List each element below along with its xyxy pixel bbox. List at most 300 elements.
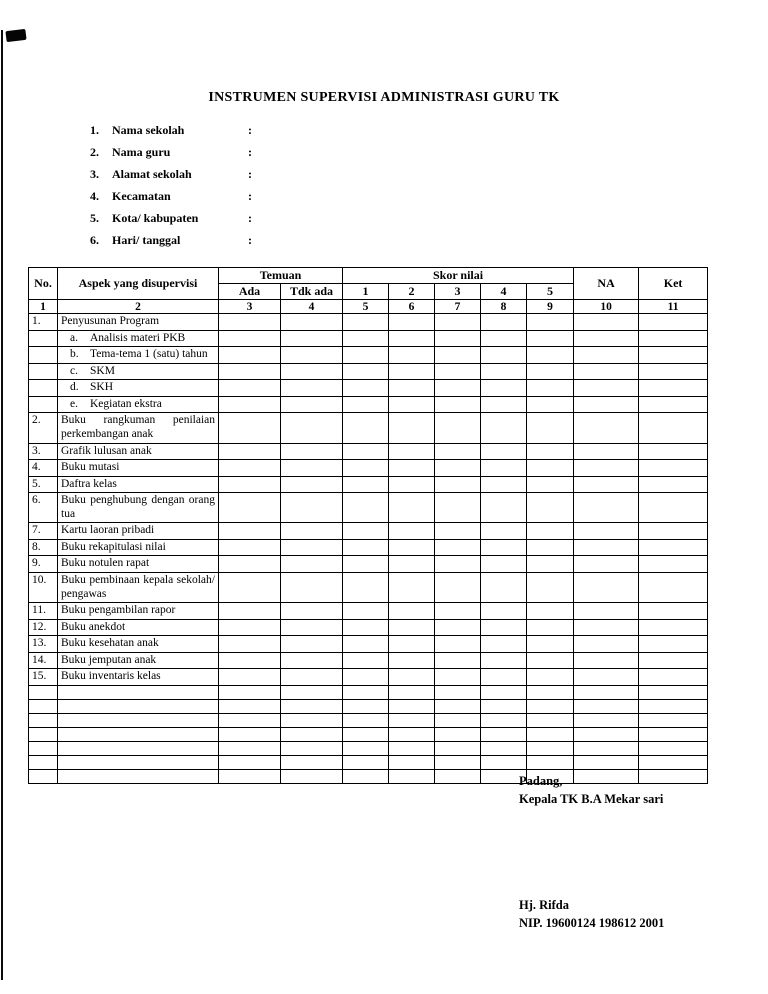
cell-empty — [58, 769, 219, 783]
cell-empty — [639, 556, 708, 573]
cell-empty — [574, 636, 639, 653]
cell-empty — [219, 347, 281, 364]
cell-empty — [219, 460, 281, 477]
index-cell: 7 — [435, 300, 481, 314]
cell-empty — [527, 713, 574, 727]
cell-empty — [639, 669, 708, 686]
cell-empty — [435, 539, 481, 556]
aspek-text: Penyusunan Program — [61, 315, 160, 327]
cell-empty — [281, 523, 343, 540]
cell-empty — [343, 685, 389, 699]
cell-empty — [281, 669, 343, 686]
cell-empty — [343, 363, 389, 380]
col-header-temuan: Temuan — [219, 268, 343, 284]
cell-empty — [58, 741, 219, 755]
cell-empty — [435, 523, 481, 540]
cell-no: 5. — [29, 476, 58, 493]
cell-empty — [639, 755, 708, 769]
cell-empty — [481, 347, 527, 364]
cell-empty — [574, 727, 639, 741]
cell-empty — [574, 699, 639, 713]
cell-empty — [481, 636, 527, 653]
cell-empty — [281, 314, 343, 331]
aspek-sub-letter: d. — [70, 381, 79, 394]
cell-no: 7. — [29, 523, 58, 540]
cell-empty — [389, 652, 435, 669]
form-field-colon: : — [248, 210, 252, 225]
cell-empty — [481, 713, 527, 727]
cell-empty — [281, 769, 343, 783]
cell-empty — [527, 573, 574, 603]
form-field-label: Nama guru — [112, 144, 171, 159]
cell-empty — [389, 669, 435, 686]
table-empty-row — [29, 755, 708, 769]
form-field-colon: : — [248, 144, 252, 159]
cell-no: 13. — [29, 636, 58, 653]
cell-empty — [481, 741, 527, 755]
cell-empty — [343, 380, 389, 397]
table-empty-row — [29, 699, 708, 713]
cell-empty — [639, 314, 708, 331]
cell-empty — [574, 443, 639, 460]
cell-empty — [281, 347, 343, 364]
cell-aspek — [58, 493, 219, 523]
cell-empty — [639, 652, 708, 669]
cell-aspek — [58, 539, 219, 556]
cell-empty — [481, 330, 527, 347]
cell-empty — [389, 347, 435, 364]
cell-empty — [343, 727, 389, 741]
cell-empty — [435, 493, 481, 523]
cell-empty — [574, 523, 639, 540]
aspek-text: Buku kesehatan anak — [61, 637, 159, 650]
form-field-colon: : — [248, 188, 252, 203]
col-header-tdk-ada: Tdk ada — [281, 284, 343, 300]
cell-empty — [389, 523, 435, 540]
aspek-text: Buku anekdot — [61, 620, 126, 633]
cell-empty — [58, 755, 219, 769]
cell-empty — [219, 699, 281, 713]
cell-empty — [481, 460, 527, 477]
aspek-sub-letter: e. — [70, 397, 78, 410]
table-row — [29, 652, 708, 669]
cell-empty — [219, 476, 281, 493]
cell-empty — [435, 669, 481, 686]
signature-name: Hj. Rifda — [519, 898, 569, 912]
cell-empty — [481, 603, 527, 620]
cell-aspek — [58, 413, 219, 443]
cell-empty — [639, 727, 708, 741]
cell-no: 11. — [29, 603, 58, 620]
aspek-sub-letter: c. — [70, 364, 78, 377]
cell-empty — [389, 727, 435, 741]
cell-empty — [219, 652, 281, 669]
cell-empty — [481, 413, 527, 443]
cell-aspek — [58, 396, 219, 413]
cell-empty — [281, 713, 343, 727]
cell-empty — [219, 636, 281, 653]
cell-empty — [527, 699, 574, 713]
cell-empty — [389, 603, 435, 620]
cell-empty — [639, 363, 708, 380]
cell-empty — [281, 573, 343, 603]
cell-empty — [527, 539, 574, 556]
cell-empty — [389, 443, 435, 460]
cell-empty — [527, 413, 574, 443]
cell-empty — [343, 330, 389, 347]
cell-empty — [527, 396, 574, 413]
cell-empty — [527, 727, 574, 741]
cell-aspek — [58, 476, 219, 493]
cell-empty — [281, 755, 343, 769]
cell-empty — [574, 685, 639, 699]
aspek-text: Buku mutasi — [61, 461, 120, 474]
cell-empty — [574, 539, 639, 556]
form-field-number: 5. — [90, 210, 99, 225]
scan-artifact-left-edge — [1, 30, 3, 980]
aspek-text: Kartu laoran pribadi — [61, 524, 155, 537]
table-empty-row — [29, 713, 708, 727]
cell-empty — [389, 493, 435, 523]
cell-empty — [343, 443, 389, 460]
cell-empty — [639, 699, 708, 713]
cell-empty — [527, 619, 574, 636]
aspek-sub-letter: b. — [70, 348, 79, 361]
cell-empty — [639, 685, 708, 699]
cell-empty — [219, 685, 281, 699]
cell-empty — [219, 493, 281, 523]
cell-empty — [29, 685, 58, 699]
cell-no — [29, 330, 58, 347]
index-cell: 9 — [527, 300, 574, 314]
cell-no: 4. — [29, 460, 58, 477]
form-field-colon: : — [248, 122, 252, 137]
cell-empty — [574, 413, 639, 443]
cell-empty — [389, 413, 435, 443]
cell-empty — [481, 727, 527, 741]
col-header-skor-5: 5 — [527, 284, 574, 300]
cell-aspek — [58, 330, 219, 347]
cell-empty — [527, 380, 574, 397]
cell-empty — [639, 603, 708, 620]
cell-empty — [29, 727, 58, 741]
cell-empty — [219, 380, 281, 397]
cell-empty — [639, 619, 708, 636]
col-header-skor-2: 2 — [389, 284, 435, 300]
index-cell: 10 — [574, 300, 639, 314]
cell-empty — [639, 330, 708, 347]
cell-empty — [389, 396, 435, 413]
cell-empty — [574, 363, 639, 380]
cell-empty — [435, 769, 481, 783]
cell-empty — [481, 652, 527, 669]
cell-empty — [527, 330, 574, 347]
table-row — [29, 523, 708, 540]
cell-empty — [389, 330, 435, 347]
cell-empty — [281, 603, 343, 620]
table-row — [29, 443, 708, 460]
cell-empty — [527, 523, 574, 540]
cell-empty — [435, 636, 481, 653]
cell-aspek — [58, 460, 219, 477]
cell-empty — [281, 476, 343, 493]
form-field-label: Alamat sekolah — [112, 166, 192, 181]
cell-empty — [435, 727, 481, 741]
table-row — [29, 669, 708, 686]
cell-no: 3. — [29, 443, 58, 460]
form-field-row — [90, 163, 768, 185]
table-row — [29, 603, 708, 620]
form-field-label: Hari/ tanggal — [112, 232, 181, 247]
cell-empty — [435, 396, 481, 413]
cell-empty — [389, 363, 435, 380]
form-field-row — [90, 207, 768, 229]
cell-no — [29, 363, 58, 380]
aspek-text: Daftra kelas — [61, 477, 117, 490]
cell-empty — [639, 713, 708, 727]
aspek-sub-letter: a. — [70, 331, 78, 344]
cell-empty — [574, 556, 639, 573]
cell-empty — [574, 603, 639, 620]
cell-empty — [281, 741, 343, 755]
table-row — [29, 556, 708, 573]
cell-empty — [343, 573, 389, 603]
cell-no: 6. — [29, 493, 58, 523]
col-header-no: No. — [29, 268, 58, 300]
cell-empty — [639, 573, 708, 603]
col-header-skor-1: 1 — [343, 284, 389, 300]
cell-empty — [435, 380, 481, 397]
cell-empty — [219, 573, 281, 603]
aspek-text: Buku penghubung dengan orang tua — [61, 494, 215, 520]
cell-empty — [219, 396, 281, 413]
cell-empty — [481, 685, 527, 699]
cell-empty — [435, 652, 481, 669]
cell-empty — [343, 713, 389, 727]
index-cell: 5 — [343, 300, 389, 314]
cell-empty — [281, 363, 343, 380]
index-cell: 8 — [481, 300, 527, 314]
cell-empty — [574, 380, 639, 397]
cell-empty — [389, 573, 435, 603]
col-header-ket: Ket — [639, 268, 708, 300]
cell-empty — [574, 476, 639, 493]
cell-empty — [481, 755, 527, 769]
cell-empty — [219, 713, 281, 727]
form-field-label: Kota/ kabupaten — [112, 210, 199, 225]
cell-empty — [481, 539, 527, 556]
cell-empty — [389, 636, 435, 653]
cell-empty — [219, 619, 281, 636]
cell-empty — [435, 363, 481, 380]
aspek-sub-text: SKH — [90, 381, 114, 394]
cell-empty — [343, 669, 389, 686]
cell-empty — [527, 314, 574, 331]
cell-empty — [389, 741, 435, 755]
cell-empty — [389, 685, 435, 699]
col-header-skor-nilai: Skor nilai — [343, 268, 574, 284]
cell-empty — [389, 699, 435, 713]
cell-empty — [435, 699, 481, 713]
cell-empty — [281, 652, 343, 669]
cell-empty — [343, 493, 389, 523]
cell-empty — [639, 476, 708, 493]
cell-aspek — [58, 363, 219, 380]
cell-empty — [527, 741, 574, 755]
signature-place-block — [519, 772, 663, 808]
cell-empty — [435, 330, 481, 347]
cell-empty — [527, 755, 574, 769]
index-cell: 1 — [29, 300, 58, 314]
index-cell: 2 — [58, 300, 219, 314]
cell-empty — [481, 363, 527, 380]
cell-empty — [343, 603, 389, 620]
aspek-text: Buku pengambilan rapor — [61, 604, 176, 617]
cell-empty — [574, 669, 639, 686]
cell-empty — [343, 539, 389, 556]
cell-empty — [435, 413, 481, 443]
cell-empty — [343, 396, 389, 413]
cell-empty — [481, 443, 527, 460]
cell-empty — [343, 636, 389, 653]
cell-empty — [343, 413, 389, 443]
cell-aspek — [58, 556, 219, 573]
cell-empty — [58, 727, 219, 741]
cell-empty — [219, 741, 281, 755]
cell-empty — [389, 769, 435, 783]
cell-aspek — [58, 603, 219, 620]
cell-empty — [281, 443, 343, 460]
signature-name-block — [519, 896, 664, 932]
cell-empty — [343, 619, 389, 636]
cell-empty — [574, 713, 639, 727]
cell-empty — [639, 413, 708, 443]
col-header-skor-4: 4 — [481, 284, 527, 300]
cell-empty — [435, 603, 481, 620]
cell-empty — [281, 685, 343, 699]
cell-empty — [343, 652, 389, 669]
aspek-text: Grafik lulusan anak — [61, 444, 152, 457]
cell-empty — [219, 769, 281, 783]
cell-empty — [219, 539, 281, 556]
form-field-row — [90, 119, 768, 141]
cell-empty — [527, 443, 574, 460]
table-row — [29, 460, 708, 477]
form-field-number: 6. — [90, 232, 99, 247]
cell-empty — [219, 413, 281, 443]
cell-aspek — [58, 314, 219, 331]
index-cell: 3 — [219, 300, 281, 314]
cell-aspek — [58, 669, 219, 686]
cell-empty — [281, 699, 343, 713]
cell-empty — [29, 755, 58, 769]
cell-empty — [343, 556, 389, 573]
cell-no: 15. — [29, 669, 58, 686]
cell-aspek — [58, 652, 219, 669]
form-field-colon: : — [248, 232, 252, 247]
cell-empty — [435, 755, 481, 769]
cell-empty — [29, 741, 58, 755]
cell-aspek — [58, 573, 219, 603]
cell-no: 9. — [29, 556, 58, 573]
cell-empty — [639, 380, 708, 397]
table-row — [29, 396, 708, 413]
cell-empty — [281, 636, 343, 653]
cell-empty — [527, 669, 574, 686]
cell-empty — [219, 363, 281, 380]
cell-empty — [527, 652, 574, 669]
form-field-number: 2. — [90, 144, 99, 159]
cell-empty — [219, 314, 281, 331]
cell-empty — [389, 314, 435, 331]
cell-empty — [574, 493, 639, 523]
cell-empty — [527, 556, 574, 573]
cell-empty — [281, 460, 343, 477]
cell-empty — [481, 493, 527, 523]
cell-empty — [639, 636, 708, 653]
table-row — [29, 314, 708, 331]
cell-empty — [639, 443, 708, 460]
table-row — [29, 380, 708, 397]
form-field-colon: : — [248, 166, 252, 181]
cell-no: 8. — [29, 539, 58, 556]
aspek-text: Buku jemputan anak — [61, 653, 157, 666]
cell-empty — [481, 380, 527, 397]
cell-empty — [281, 556, 343, 573]
cell-empty — [343, 755, 389, 769]
cell-empty — [343, 523, 389, 540]
table-index-row — [29, 300, 708, 314]
aspek-text: Buku rekapitulasi nilai — [61, 540, 166, 553]
form-field-label: Nama sekolah — [112, 122, 185, 137]
table-row — [29, 493, 708, 523]
index-cell: 11 — [639, 300, 708, 314]
cell-empty — [58, 699, 219, 713]
cell-empty — [343, 741, 389, 755]
cell-empty — [389, 460, 435, 477]
cell-empty — [481, 669, 527, 686]
cell-empty — [481, 476, 527, 493]
cell-empty — [481, 619, 527, 636]
cell-empty — [435, 685, 481, 699]
cell-empty — [435, 619, 481, 636]
cell-empty — [281, 413, 343, 443]
cell-empty — [435, 314, 481, 331]
cell-empty — [343, 476, 389, 493]
cell-empty — [574, 314, 639, 331]
cell-empty — [389, 539, 435, 556]
table-empty-row — [29, 741, 708, 755]
aspek-sub-text: SKM — [90, 364, 115, 377]
cell-empty — [435, 443, 481, 460]
table-row — [29, 330, 708, 347]
cell-empty — [639, 539, 708, 556]
col-header-ada: Ada — [219, 284, 281, 300]
cell-empty — [281, 493, 343, 523]
cell-aspek — [58, 347, 219, 364]
cell-empty — [527, 460, 574, 477]
table-row — [29, 573, 708, 603]
cell-empty — [219, 727, 281, 741]
cell-empty — [574, 652, 639, 669]
cell-empty — [281, 539, 343, 556]
aspek-sub-text: Kegiatan ekstra — [90, 397, 162, 410]
cell-empty — [435, 347, 481, 364]
cell-empty — [219, 523, 281, 540]
cell-empty — [29, 699, 58, 713]
index-cell: 4 — [281, 300, 343, 314]
aspek-sub-text: Tema-tema 1 (satu) tahun — [90, 348, 208, 361]
